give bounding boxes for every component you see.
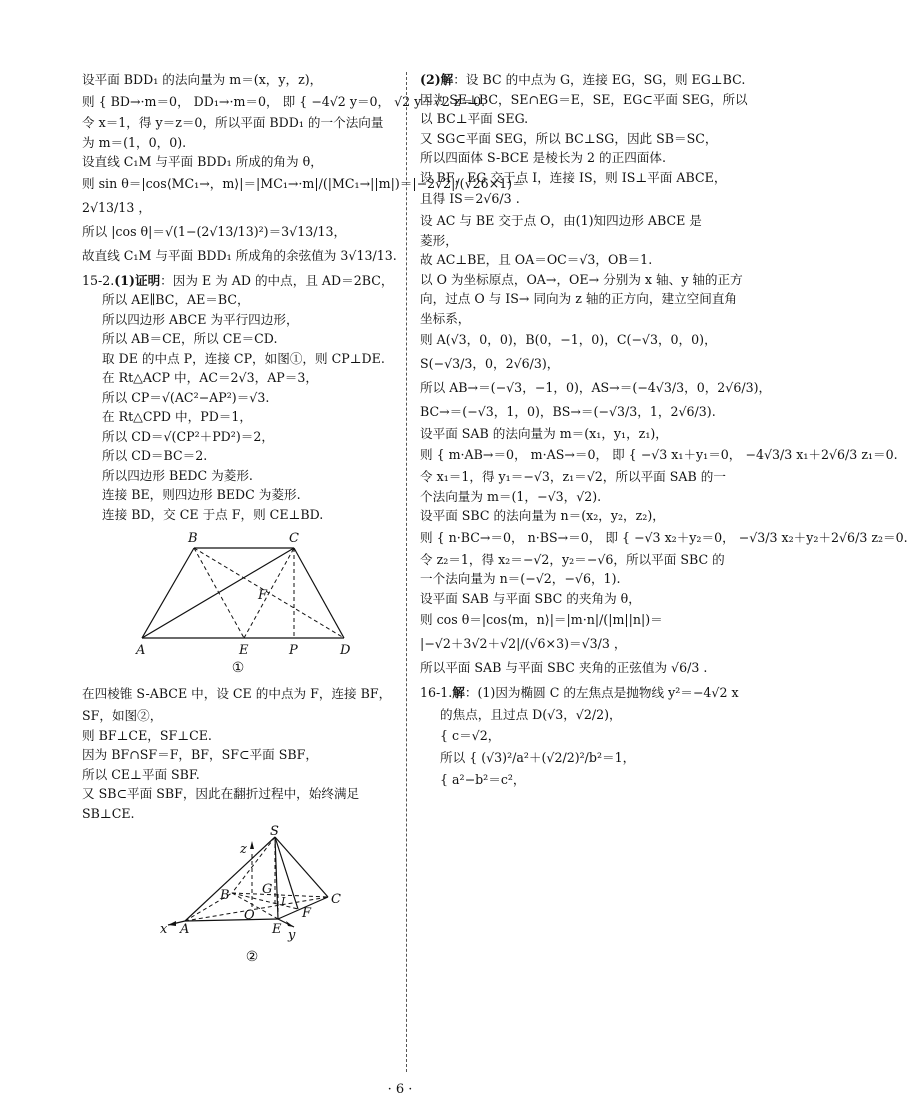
text-line: 所以 CD＝√(CP²＋PD²)＝2， [102,428,274,444]
figure-label: O [244,908,255,924]
text-line: 所以 { (√3)²/a²＋(√2/2)²/b²＝1， [440,749,636,765]
text-line: 所以 AE∥BC，AE＝BC， [102,292,250,308]
right-lines-b [420,703,742,790]
text-line: 且得 IS＝2√6/3 . [420,191,520,207]
section-number: 16-1. [420,685,453,701]
text-line: 则 BF⊥CE，SF⊥CE. [82,727,212,743]
text-line: 设平面 SAB 的法向量为 m＝(x₁，y₁，z₁)， [420,425,668,441]
text-line: 则 cos θ＝|cos⟨m，n⟩|＝|m·n|/(|m||n|)＝ [420,612,663,628]
text-line: 设直线 C₁M 与平面 BDD₁ 所成的角为 θ， [82,154,323,170]
figure-label: C [289,531,299,547]
solution-label: (2)解 [420,72,454,87]
figure-1-trapezoid [82,526,394,676]
figure-label: y [288,928,296,944]
text-line: { c＝√2， [440,728,501,744]
text-line: 在 Rt△ACP 中，AC＝2√3，AP＝3， [102,370,318,386]
text-line: 所以 CE⊥平面 SBF. [82,766,200,782]
text-line: 设 BF，EG 交于点 I，连接 IS，则 IS⊥平面 ABCE， [420,169,727,185]
part-2-heading [420,70,746,90]
text-line: 则 sin θ＝|cos⟨MC₁→，m⟩|＝|MC₁→·m|/(|MC₁→||m|)＝|−2√2|/(√26×1)＝ [82,175,525,191]
text-line: ：设 BC 的中点为 G，连接 EG，SG，则 EG⊥BC. [453,72,746,87]
left-lines-b [82,290,394,524]
figure-label: F [302,906,312,922]
figure-label: E [272,922,282,938]
text-line: 取 DE 的中点 P，连接 CP，如图①，则 CP⊥DE. [102,350,385,366]
figure-label: G [262,882,273,898]
section-16-1-heading [420,683,742,703]
text-line: 则 { m·AB→＝0， m·AS→＝0， 即 { −√3 x₁＋y₁＝0， −4√3/3 x₁＋2√6/3 z₁＝0. [420,447,898,463]
text-line: BC→＝(−√3，1，0)，BS→＝(−√3/3，1，2√6/3). [420,403,716,419]
figure-caption: ① [231,660,245,677]
figure-label: x [160,922,168,938]
text-line: 故直线 C₁M 与平面 BDD₁ 所成角的余弦值为 3√13/13. [82,247,397,263]
text-line: SB⊥CE. [82,805,135,821]
text-line: 以 BC⊥平面 SEG. [420,111,529,127]
figure-label: B [188,531,198,547]
text-line: 设平面 BDD₁ 的法向量为 m＝(x，y，z)， [82,72,323,87]
text-line: 在 Rt△CPD 中，PD＝1， [102,409,252,425]
figure-label: D [340,643,351,659]
text-line: S(−√3/3，0，2√6/3)， [420,356,560,372]
text-line: 设平面 SAB 与平面 SBC 的夹角为 θ， [420,590,641,606]
text-line: ：(1)因为椭圆 C 的左焦点是抛物线 y²＝−4√2 x [464,685,739,701]
text-line: 则 { BD→·m＝0， DD₁→·m＝0， 即 { −4√2 y＝0， √2 y＋√2 z＝0. [82,93,486,109]
figure-label: C [331,892,341,908]
proof-label: (1)证明 [114,272,161,288]
column-divider [406,72,407,1072]
text-line: 所以 |cos θ|＝√(1−(2√13/13)²)＝3√13/13， [82,223,347,239]
text-line: 个法向量为 m＝(1，−√3，√2). [420,488,602,504]
text-line: 以 O 为坐标原点，OA→，OE→ 分别为 x 轴、y 轴的正方 [420,271,743,287]
figure-caption: ② [245,949,259,966]
figure-label: A [180,922,190,938]
text-line: 在四棱锥 S-ABCE 中，设 CE 的中点为 F，连接 BF， [82,686,392,702]
right-column [420,70,908,789]
text-line: { a²−b²＝c²， [440,771,526,787]
text-line: |−√2＋3√2＋√2|/(√6×3)＝√3/3 ， [420,636,627,652]
figure-label: E [239,643,249,659]
figure-label: S [270,824,279,840]
text-line: 令 x＝1，得 y＝z＝0，所以平面 BDD₁ 的一个法向量 [82,115,384,131]
text-line: SF，如图②， [82,708,163,724]
text-line: 2√13/13 ， [82,199,151,215]
figure-label: P [289,643,298,659]
text-line: 所以四边形 BEDC 为菱形. [102,467,253,483]
text-line: 设 AC 与 BE 交于点 O，由(1)知四边形 ABCE 是 [420,213,702,229]
figure-label: A [136,643,146,659]
figure-label: z [240,842,247,858]
text-line: 所以 CP＝√(AC²−AP²)＝√3. [102,389,270,405]
text-line: 菱形， [420,232,458,248]
section-15-2-heading [82,271,394,291]
text-line: 所以四边形 ABCE 为平行四边形， [102,311,299,327]
page-number: · 6 · [387,1082,413,1097]
text-line: 设平面 SBC 的法向量为 n＝(x₂，y₂，z₂)， [420,508,665,524]
text-line: 则 { n·BC→＝0， n·BS→＝0， 即 { −√3 x₂＋y₂＝0， −√3/3 x₂＋y₂＋2√6/3 z₂＝0. [420,529,908,545]
text-line: 令 z₂＝1，得 x₂＝−√2，y₂＝−√6，所以平面 SBC 的 [420,551,725,567]
right-lines-a [420,90,908,681]
text-line: 令 x₁＝1，得 y₁＝−√3，z₁＝√2，所以平面 SAB 的一 [420,469,726,485]
text-line: 所以 AB＝CE，所以 CE＝CD. [102,331,278,347]
text-line: 连接 BD，交 CE 于点 F，则 CE⊥BD. [102,506,324,522]
figure-label: F [258,588,268,604]
figure-label: B [220,888,230,904]
text-line: 所以平面 SAB 与平面 SBC 夹角的正弦值为 √6/3 . [420,660,708,676]
text-line: 所以四面体 S-BCE 是棱长为 2 的正四面体. [420,150,667,166]
text-line: 又 SB⊂平面 SBF，因此在翻折过程中，始终满足 [82,786,360,802]
text-line: 所以 CD＝BC＝2. [102,448,208,464]
text-line: ：因为 E 为 AD 的中点，且 AD＝2BC， [160,272,394,288]
text-line: 一个法向量为 n＝(−√2，−√6，1). [420,571,621,587]
left-lines-c [82,682,394,823]
text-line: 故 AC⊥BE，且 OA＝OC＝√3，OB＝1. [420,252,653,268]
text-line: 所以 AB→＝(−√3，−1，0)，AS→＝(−4√3/3，0，2√6/3)， [420,379,772,395]
text-line: 又 SG⊂平面 SEG，所以 BC⊥SG，因此 SB＝SC， [420,130,718,146]
text-line: 向，过点 O 与 IS→ 同向为 z 轴的正方向，建立空间直角 [420,291,738,307]
section-number: 15-2. [82,272,115,288]
text-line: 坐标系， [420,310,471,326]
text-line: 因为 SE⊥BC，SE∩EG＝E，SE，EG⊂平面 SEG，所以 [420,91,748,107]
text-line: 为 m＝(1，0，0). [82,134,187,150]
text-line: 因为 BF∩SF＝F，BF，SF⊂平面 SBF， [82,747,318,763]
text-line: 则 A(√3，0，0)，B(0，−1，0)，C(−√3，0，0)， [420,332,717,348]
figure-2-pyramid [82,825,394,967]
text-line: 连接 BE，则四边形 BEDC 为菱形. [102,487,301,503]
figure-label: I [281,895,286,909]
text-line: 的焦点，且过点 D(√3，√2/2)， [440,706,622,722]
solution-label: 解 [452,685,465,701]
